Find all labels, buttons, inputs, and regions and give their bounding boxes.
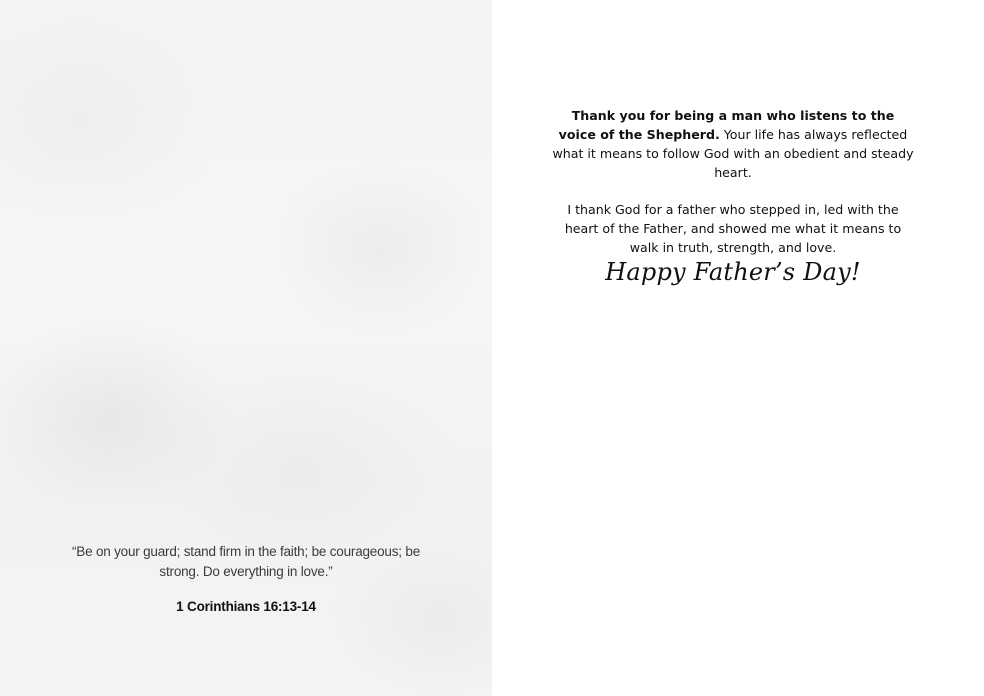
message-paragraph-1 xyxy=(552,106,914,182)
scripture-block xyxy=(62,542,430,614)
card-message xyxy=(552,106,914,257)
message-paragraph-2: I thank God for a father who stepped in, led with the heart of the Father, and showed me what it means to walk in truth, strength, and love. xyxy=(564,202,902,255)
scripture-quote: “Be on your guard; stand firm in the faith; be courageous; be strong. Do everything in love.” xyxy=(71,544,420,579)
fathers-day-greeting: Happy Father’s Day! xyxy=(605,258,861,286)
message-bold-lead: Thank you for being a man who listens to the voice of the Shepherd. xyxy=(558,108,895,142)
scripture-reference: 1 Corinthians 16:13-14 xyxy=(176,599,316,614)
card-right-panel xyxy=(492,0,984,696)
message-body: Your life has always reflected what it means to follow God with an obedient and steady heart. xyxy=(552,127,914,180)
